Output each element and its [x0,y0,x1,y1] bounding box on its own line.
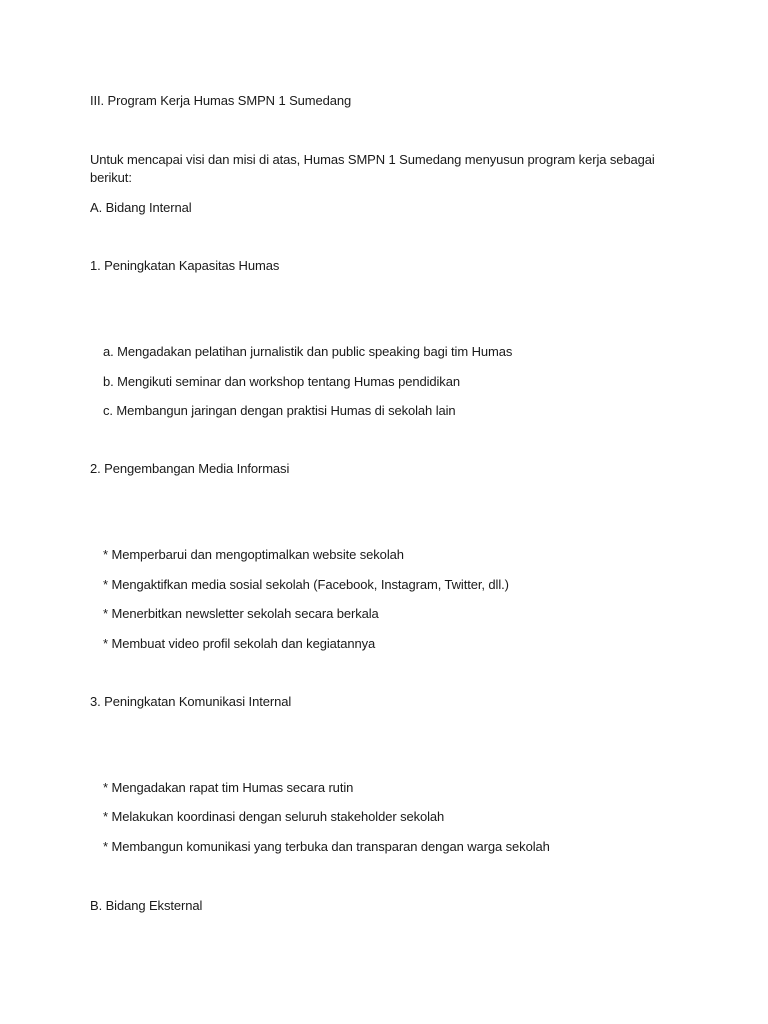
program-2-title: 2. Pengembangan Media Informasi [90,461,290,476]
program-3-item: * Membangun komunikasi yang terbuka dan transparan dengan warga sekolah [103,839,550,854]
part-a-heading: A. Bidang Internal [90,200,192,215]
program-1-item: a. Mengadakan pelatihan jurnalistik dan public speaking bagi tim Humas [103,344,513,359]
intro-paragraph: Untuk mencapai visi dan misi di atas, Humas SMPN 1 Sumedang menyusun program kerja sebagai berikut: [90,152,655,185]
program-2-item: * Membuat video profil sekolah dan kegiatannya [103,636,376,651]
section-title: III. Program Kerja Humas SMPN 1 Sumedang [90,93,352,108]
program-3-item: * Melakukan koordinasi dengan seluruh stakeholder sekolah [103,809,445,824]
program-1-title: 1. Peningkatan Kapasitas Humas [90,258,280,273]
program-2-item: * Mengaktifkan media sosial sekolah (Facebook, Instagram, Twitter, dll.) [103,577,509,592]
program-2-item: * Memperbarui dan mengoptimalkan website sekolah [103,547,404,562]
part-b-heading: B. Bidang Eksternal [90,898,203,913]
program-3-item: * Mengadakan rapat tim Humas secara rutin [103,780,354,795]
program-2-item: * Menerbitkan newsletter sekolah secara berkala [103,606,379,621]
program-1-item: c. Membangun jaringan dengan praktisi Humas di sekolah lain [103,403,456,418]
program-1-item: b. Mengikuti seminar dan workshop tentang Humas pendidikan [103,374,460,389]
program-3-title: 3. Peningkatan Komunikasi Internal [90,694,292,709]
